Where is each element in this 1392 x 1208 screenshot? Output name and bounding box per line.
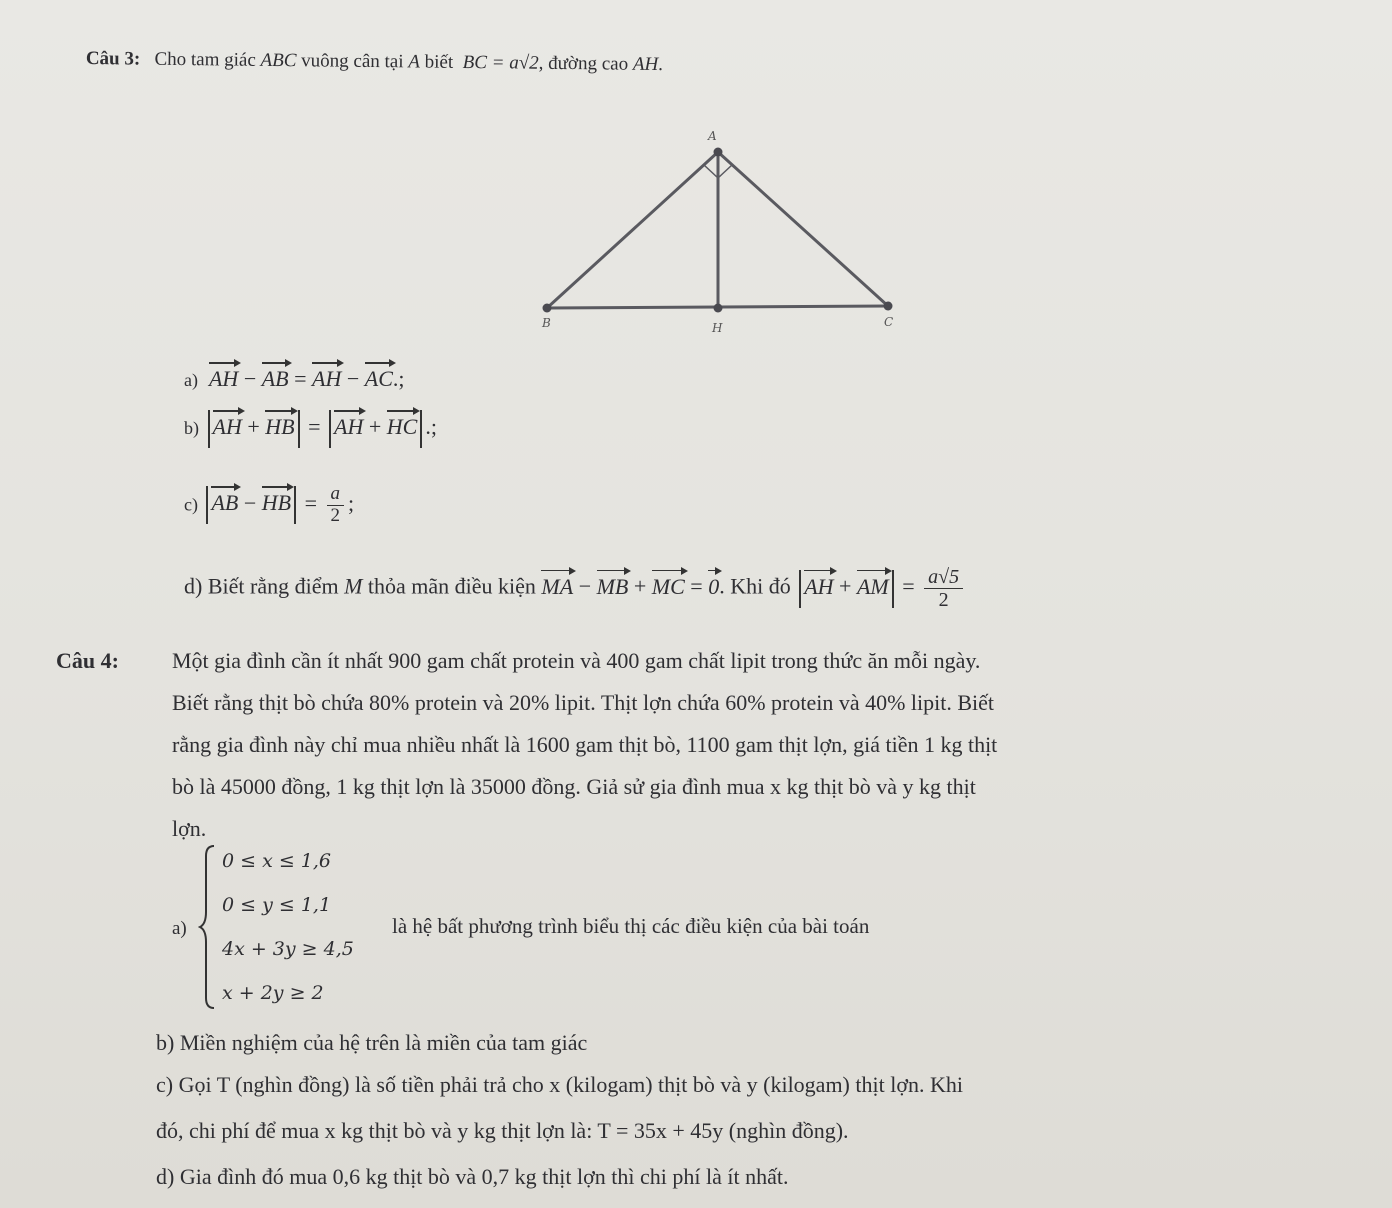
point-c [884,302,893,311]
op: − [578,573,592,599]
vec-ma: MA [541,568,573,600]
q3-bc-equation: BC = a√2 [462,51,539,74]
vec-ah: AH [312,360,341,392]
vec-mc: MC [652,568,685,600]
vec-hb: HB [265,408,294,440]
q4-line-5: lợn. [172,816,207,841]
system-line-3: 4x + 3y ≥ 4,5 [222,938,354,960]
system-brace [198,842,220,1012]
denominator: 2 [330,504,341,526]
label-b: B [542,316,551,330]
q3-text-1: Cho tam giác [154,48,256,71]
q3-label: Câu 3: [85,48,141,70]
q4-line-2: Biết rằng thịt bò chứa 80% protein và 20% lipit. Thịt lợn chứa 60% protein và 40% lipit. Biết [172,690,995,715]
abs-bar [294,486,296,524]
numerator: a [327,484,345,506]
label-c: C [884,315,894,329]
abs-bar [206,486,208,524]
q4-c-line-1: c) Gọi T (nghìn đồng) là số tiền phải trả cho x (kilogam) thịt bò và y (kilogam) thịt lợn. Khi [156,1072,963,1097]
q3-d-text: d) Biết rằng điểm [184,573,339,599]
q3-statement-b [184,408,437,448]
op: = [690,573,703,599]
q4-a-text: là hệ bất phương trình biểu thị các điều kiện của bài toán [392,914,870,938]
op: = [902,573,915,599]
vec-am: AM [857,568,889,600]
punct: ; [348,490,355,516]
vec-ah: AH [209,360,238,392]
q3-a-label: a) [184,370,198,390]
q3-text-5: . [658,53,664,76]
q4-a-label: a) [172,918,187,939]
vec-ah: AH [213,408,242,440]
vec-mb: MB [597,568,629,600]
vec-ah: AH [334,408,363,440]
op: = [294,366,307,391]
op: − [243,366,257,391]
vec-ab: AB [211,484,238,516]
q3-vertex: A [408,51,421,73]
denominator: 2 [938,589,949,611]
side-ab [547,152,718,308]
abs-bar [208,410,210,448]
op: − [243,490,257,516]
q4-label [56,648,119,674]
fraction-a-sqrt5-over-2 [924,566,963,611]
punct: .; [392,366,405,391]
q3-b-label: b) [184,418,199,438]
q3-c-label: c) [184,494,198,515]
vec-ab: AB [262,360,289,392]
q3-statement-c [184,484,354,527]
zero-vector: 0 [708,568,719,600]
op: = [304,490,318,516]
q3-d-text: thỏa mãn điều kiện [367,573,536,599]
point-a [714,148,723,157]
triangle-figure [0,0,1392,340]
point-m: M [344,573,363,599]
system-line-1: 0 ≤ x ≤ 1,6 [222,850,332,872]
op: = [308,414,321,439]
op: + [633,573,647,599]
op: + [368,414,382,439]
punct: .; [425,414,437,439]
op: + [839,573,852,599]
q3-text-2: vuông cân tại [301,50,404,73]
q4-line-3: rằng gia đình này chỉ mua nhiều nhất là 1600 gam thịt bò, 1100 gam thịt lợn, giá tiền 1 kg thịt [172,732,998,757]
op: + [247,414,260,439]
label-h: H [712,321,723,335]
q3-d-text: . Khi đó [719,573,791,599]
q4-label-text: Câu 4: [56,648,119,673]
q4-b: b) Miền nghiệm của hệ trên là miền của tam giác [156,1030,588,1055]
op: − [346,366,360,391]
system-line-2: 0 ≤ y ≤ 1,1 [222,894,332,916]
q3-triangle: ABC [260,49,297,72]
abs-bar [892,570,894,608]
q3-text-4: , đường cao [538,52,629,75]
vec-hc: HC [387,408,418,440]
q4-c-line-2: đó, chi phí để mua x kg thịt bò và y kg thịt lợn là: T = 35x + 45y (nghìn đồng). [156,1118,849,1143]
q4-line-4: bò là 45000 đồng, 1 kg thịt lợn là 35000 đồng. Giả sử gia đình mua x kg thịt bò và y kg thịt [172,774,976,799]
abs-bar [298,410,300,448]
system-line-4: x + 2y ≥ 2 [222,982,324,1004]
vec-ac: AC [365,360,393,392]
q4-line-1: Một gia đình cần ít nhất 900 gam chất protein và 400 gam chất lipit trong thức ăn mỗi ngày. [172,648,981,673]
side-ac [718,152,888,306]
vec-hb: HB [262,484,291,516]
fraction-a-over-2 [327,484,345,527]
abs-bar [799,570,801,608]
point-b [543,304,552,313]
q3-statement-a [184,360,405,392]
q3-altitude: AH [632,53,659,75]
numerator: a√5 [924,566,963,589]
vec-ah: AH [804,568,833,600]
q3-text-3: biết [424,51,454,73]
abs-bar [329,410,331,448]
q3-statement-d [184,566,967,611]
abs-bar [420,410,422,448]
label-a: A [708,129,717,143]
point-h [714,304,723,313]
q4-d: d) Gia đình đó mua 0,6 kg thịt bò và 0,7 kg thịt lợn thì chi phí là ít nhất. [156,1164,789,1189]
